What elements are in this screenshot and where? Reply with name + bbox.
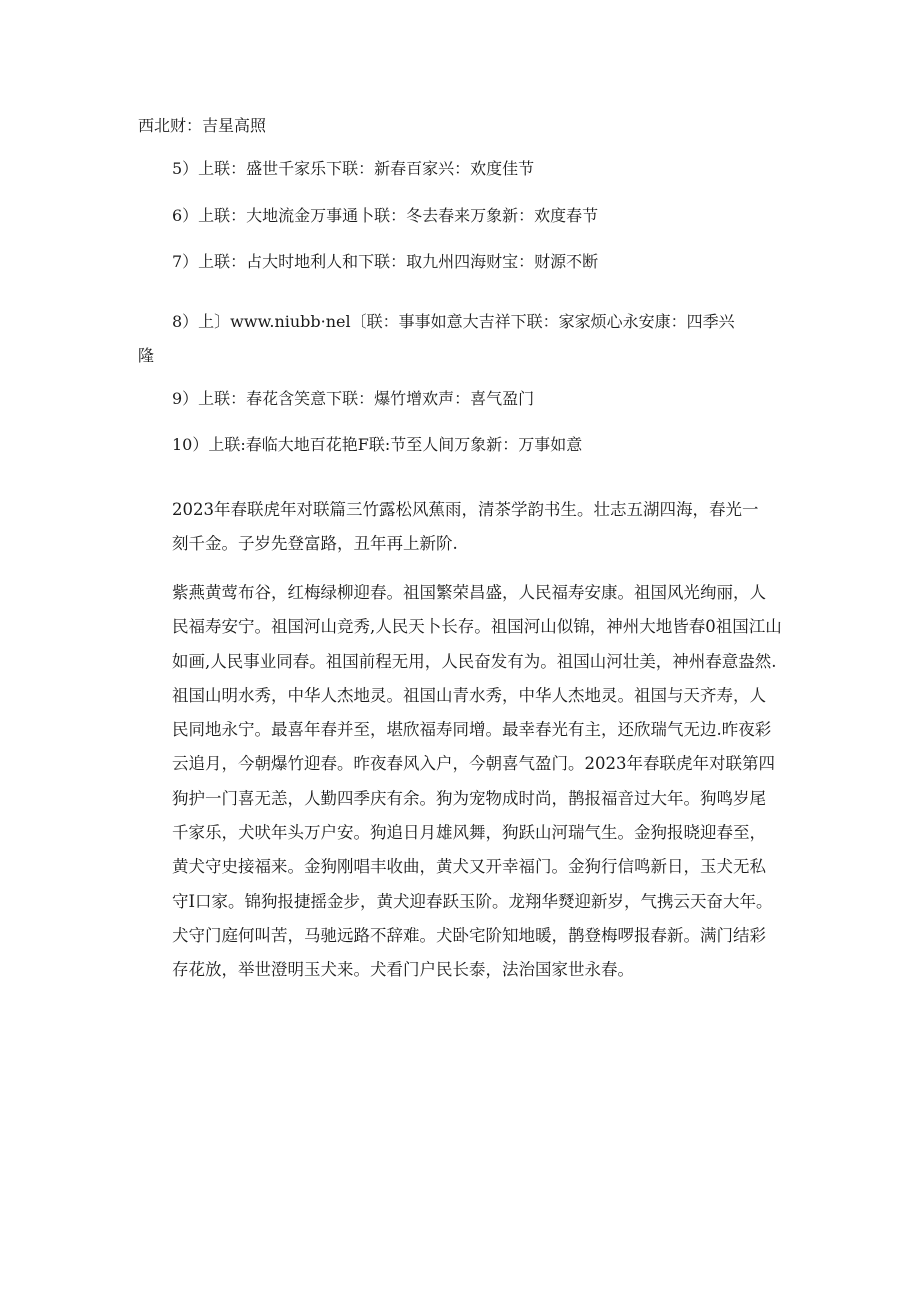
- couplet-7: 7）上联：占大时地利人和下联：取九州四海财宝：财源不断: [172, 252, 599, 271]
- couplet-8-continuation: 隆: [138, 346, 155, 365]
- text-line-northwest: 西北财：吉星高照: [138, 116, 267, 135]
- couplet-6: 6）上联：大地流金万事通卜联：冬去春来万象新：欢度春节: [172, 206, 599, 225]
- paragraph-couplets-body: 紫燕黄莺布谷，红梅绿柳迎春。祖国繁荣昌盛，人民福寿安康。祖国风光绚丽，人民福寿安宁。祖国河山竞秀,人民天卜长存。祖国河山似锦，神州大地皆春0祖国江山如画,人民事业同春。祖国前程无用，人民奋发有为。祖国山河壮美，神州春意盎然.祖国山明水秀，中华人杰地灵。祖国山青水秀，中华人杰地灵。祖国与天齐寿，人民同地永宁。最喜年春并至，堪欣福寿同增。最幸春光有主，还欣瑞气无边.昨夜彩云追月，今朝爆竹迎春。昨夜春风入户，今朝喜气盈门。2023年春联虎年对联第四狗护一门喜无恙，人勤四季庆有余。狗为宠物成时尚，鹊报福音过大年。狗鸣岁尾千家乐，犬吠年头万户安。狗追日月雄风舞，狗跃山河瑞气生。金狗报晓迎春至，黄犬守史接福来。金狗刚唱丰收曲，黄犬又开幸福门。金狗行信鸣新日，玉犬无私守I口家。锦狗报捷摇金步，黄犬迎春跃玉阶。龙翔华燹迎新岁，气携云天奋大年。犬守门庭何叫苦，马驰远路不辞难。犬卧宅阶知地暖，鹊登梅啰报春新。满门结彩存花放，举世澄明玉犬来。犬看门户民长泰，法治国家世永春。: [172, 583, 782, 980]
- couplet-5: 5）上联：盛世千家乐下联：新春百家兴：欢度佳节: [172, 159, 535, 178]
- couplet-9: 9）上联：春花含笑意下联：爆竹增欢声：喜气盈门: [172, 389, 535, 408]
- couplet-10: 10）上联:春临大地百花艳F联:节至人间万象新：万事如意: [172, 435, 583, 454]
- couplet-8: 8）上〕www.niubb·nel〔联：事事如意大吉祥下联：家家烦心永安康：四季兴: [172, 312, 735, 331]
- paragraph-article-three: 2023年春联虎年对联篇三竹露松风蕉雨，清茶学韵书生。壮志五湖四海，春光一刻千金。子岁先登富路，丑年再上新阶.: [172, 500, 759, 554]
